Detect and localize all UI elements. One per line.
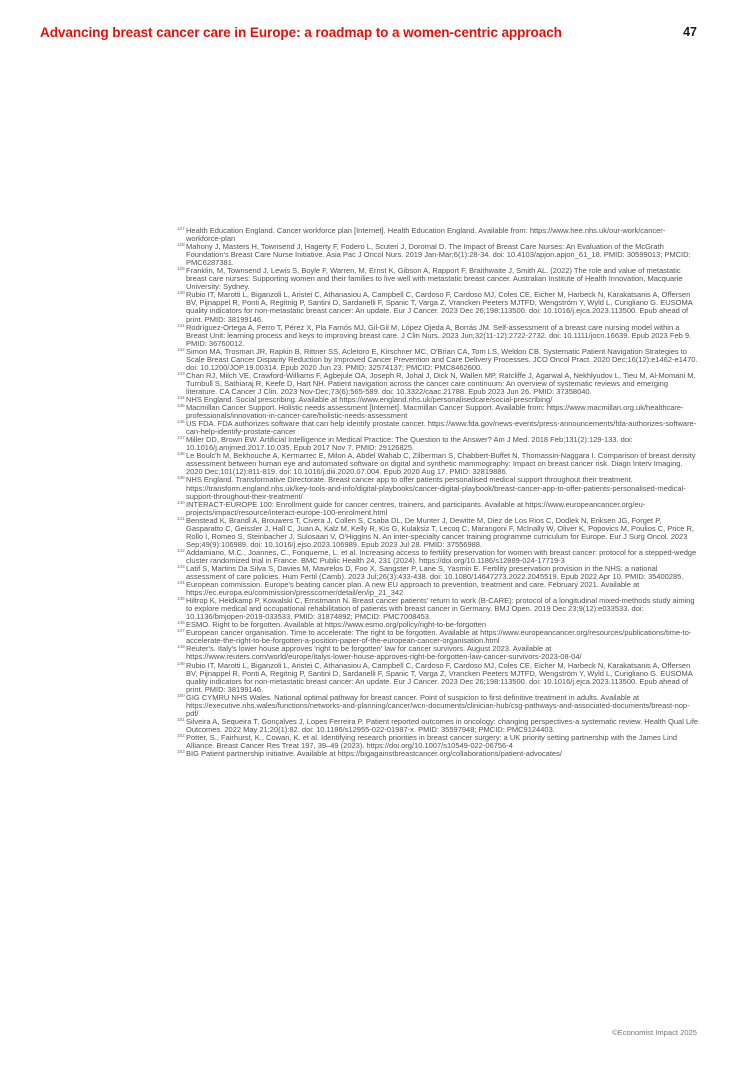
reference-list [177,227,699,758]
reference-item [177,750,699,758]
reference-text: Macmillan Cancer Support. Holistic needs assessment [Internet]. Macmillan Cancer Support. Available from: https://www.macmillan.org.uk/healthcare-professionals/innovation-in-cancer-care/holistic-needs-assessment [186,403,684,421]
reference-number: 148 [177,644,185,650]
reference-item [177,372,699,396]
reference-text: Latif S, Martins Da Silva S, Davies M, Mavrelos D, Foo X, Sangster P, Lane S, Yasmin E. Fertility preservation provision in the NHS: a national assessment of care policies. Hum Fertil (Camb). 2023 Jul;26(3):433-438. doi: 10.1080/14647273.2022.2045519. Epub 2022 Apr 10. PMID: 35400285. [186,563,684,582]
reference-number: 152 [177,732,185,738]
reference-item [177,581,699,597]
reference-text: INTERACT-EUROPE 100: Enrollment guide for cancer centres, trainers, and participants. Available at https://www.europeancancer.org/eu-projects/impact/resource/interact-europe-100-enrolment.html [186,499,646,517]
reference-item [177,645,699,661]
reference-item [177,227,699,243]
reference-text: Rodríguez-Ortega A, Ferro T, Pérez X, Pla Farnós MJ, Gil-Gil M, López Ojeda A, Borrás JM. Self-assessment of a breast care nursing model within a Breast Unit: learning process and keys to improving breast care. J Clin Nurs. 2023 Jun;32(11-12):2722-2732. doi: 10.1111/jocn.16639. Epub 2023 Feb 9. PMID: 36760012. [186,322,692,348]
reference-text: US FDA. FDA authorizes software that can help identify prostate cancer. https://www.fda.gov/news-events/press-announcements/fda-authorizes-software-can-help-identify-prostate-cancer [186,419,697,437]
reference-text: GIG CYMRU NHS Wales. National optimal pathway for breast cancer. Point of suspicion to first definitive treatment in adults. Available at https://executive.nhs.wales/functions/networks-and-planning/cancer/wcn-documents/clinician-hub/csg-pathways-and-associated-documents/breast-nop-pdf/ [186,692,690,718]
reference-number: 138 [177,451,185,457]
reference-item [177,565,699,581]
reference-number: 147 [177,628,185,634]
reference-number: 127 [177,226,185,231]
reference-number: 136 [177,419,185,425]
page-number: 47 [683,25,697,39]
reference-item [177,694,699,718]
reference-text: Franklin, M, Townsend J, Lewis S, Boyle F, Warren, M, Ernst K, Gibson A, Rapport F, Braithwaite J, Smith AL. (2022) The role and value of metastatic breast care nurses: Supporting women and their families to live well with metastatic breast cancer. Australian Institute of Health Innovation, Macquarie University: Sydney. [186,266,683,292]
reference-item [177,267,699,291]
reference-text: Miller DD, Brown EW. Artificial Intelligence in Medical Practice: The Question to the Answer? Am J Med. 2018 Feb;131(2):129-133. doi: 10.1016/j.amjmed.2017.10.035. Epub 2017 Nov 7. PMID: 29126825. [186,435,633,453]
reference-number: 131 [177,322,185,328]
reference-text: Le Boulc'h M, Bekhouche A, Kermarrec E, Milon A, Abdel Wahab C, Zilberman S, Chabbert-Buffet N, Thomassin-Naggara I. Comparison of breast density assessment between human eye and automated software on digital and synthetic mammography: Impact on breast cancer risk. Diagn Interv Imaging. 2020 Dec;101(12):811-819. doi: 10.1016/j.diii.2020.07.004. Epub 2020 Aug 17. PMID: 32819886. [186,451,696,477]
reference-item [177,597,699,621]
reference-number: 143 [177,563,185,569]
reference-number: 144 [177,580,185,586]
reference-number: 150 [177,692,185,698]
page-header [40,22,697,42]
reference-text: Rubio IT, Marotti L, Biganzoli L, Aristei C, Athanasiou A, Campbell C, Cardoso F, Cardoso MJ, Coles CE, Eicher M, Harbeck N, Karakatsanis A, Offersen BV, Pijnappel R, Ponti A, Regitnig P, Santini D, Sardanelli F, Spanic T, Varga Z, Vrancken Peeters MJTFD, Wengström Y, Wyld L, Curigliano G. EUSOMA quality indicators for non-metastatic breast cancer: An update. Eur J Cancer. 2023 Dec 26;198:113500. doi: 10.1016/j.ejca.2023.113500. Epub ahead of print. PMID: 38199146. [186,660,693,694]
reference-item [177,452,699,476]
reference-number: 140 [177,499,185,505]
report-title: Advancing breast cancer care in Europe: a roadmap to a women-centric approach [40,24,562,40]
reference-number: 145 [177,596,185,602]
reference-text: Potter, S., Fairhurst, K., Cowan, K. et al. Identifying research priorities in breast cancer surgery: a UK priority setting partnership with the James Lind Alliance. Breast Cancer Res Treat 197, 39–49 (2023). https://doi.org/10.1007/s10549-022-06756-4 [186,732,678,750]
reference-number: 128 [177,242,185,248]
copyright-footer: ©Economist Impact 2025 [612,1028,697,1037]
reference-item [177,549,699,565]
reference-number: 130 [177,290,185,296]
reference-text: Hiltrop K, Heidkamp P, Kowalski C, Ernstmann N. Breast cancer patients' return to work (B-CARE): protocol of a longitudinal mixed-methods study aiming to explore medical and occupational rehabilitation of patients with breast cancer in Germany. BMJ Open. 2019 Dec 23;9(12):e033533. doi: 10.1136/bmjopen-2019-033533. PMID: 31874892; PMCID: PMC7008453. [186,596,695,622]
reference-number: 139 [177,475,185,481]
reference-number: 146 [177,620,185,626]
reference-text: NHS England. Social prescribing. Available at https://www.england.nhs.uk/personalisedcare/social-prescribing/ [186,394,553,404]
reference-text: Reuter's. Italy's lower house approves 'right to be forgotten' law for cancer survivors. August 2023. Available at https://www.reuters.com/world/europe/italys-lower-house-approves-right-be-forgotten-law-cancer-survivors-2023-08-04/ [186,644,582,662]
reference-text: Rubio IT, Marotti L, Biganzoli L, Aristei C, Athanasiou A, Campbell C, Cardoso F, Cardoso MJ, Coles CE, Eicher M, Harbeck N, Karakatsanis A, Offersen BV, Pijnappel R, Ponti A, Regitnig P, Santini D, Sardanelli F, Spanic T, Varga Z, Vrancken Peeters MJTFD, Wengström Y, Wyld L, Curigliano G. EUSOMA quality indicators for non-metastatic breast cancer: An update. Eur J Cancer. 2023 Dec 26;198:113500. doi: 10.1016/j.ejca.2023.113500. Epub ahead of print. PMID: 38199146. [186,290,693,324]
reference-item [177,501,699,517]
reference-text: Addamiano, M.C., Joannes, C., Fonquerne, L. et al. Increasing access to fertility preservation for women with breast cancer: protocol for a stepped-wedge cluster randomized trial in France. BMC Public Health 24, 231 (2024). https://doi.org/10.1186/s12889-024-17719-3 [186,547,697,565]
reference-item [177,348,699,372]
reference-number: 141 [177,515,185,521]
reference-item [177,718,699,734]
reference-number: 129 [177,266,185,272]
reference-number: 149 [177,660,185,666]
reference-item [177,324,699,348]
reference-item [177,436,699,452]
reference-text: Simon MA, Trosman JR, Rapkin B, Rittner SS, Acletoro E, Kirschner MC, O'Brian CA, Tom LS, Weldon CB. Systematic Patient Navigation Strategies to Scale Breast Cancer Disparity Reduction by Improved Cancer Prevention and Care Delivery Processes. JCO Oncol Pract. 2020 Dec;16(12):e1462-e1470. doi: 10.1200/JOP.19.00314. Epub 2020 Jun 23. PMID: 32574137; PMCID: PMC8462600. [186,346,698,372]
reference-item [177,662,699,694]
reference-text: Mahony J, Masters H, Townsend J, Hagerty F, Fodero L, Scuteri J, Doromal D. The Impact of Breast Care Nurses: An Evaluation of the McGrath Foundation's Breast Care Nurse Initiative. Asia Pac J Oncol Nurs. 2019 Jan-Mar;6(1):28-34. doi: 10.4103/apjon.apjon_61_18. PMID: 30599013; PMCID: PMC6287381. [186,242,691,268]
reference-text: BIG Patient partnership initiative. Available at https://bigagainstbreastcancer.org/collaborations/patient-advocates/ [186,749,562,759]
reference-number: 137 [177,435,185,441]
reference-item [177,420,699,436]
reference-item [177,243,699,267]
reference-item [177,629,699,645]
reference-number: 132 [177,346,185,352]
reference-item [177,404,699,420]
reference-text: Benstead K, Brandl A, Brouwers T, Civera J, Collen S, Csaba DL, De Munter J, Dewitte M, Diez de Los Rios C, Dodlek N, Eriksen JG, Forget P, Gasparatto C, Geissler J, Hall C, Juan A, Kalz M, Kelly R, Kis G, Kulaksiz T, Lecoq C, Marangoni F, McInally W, Oliver K, Popovics M, Poulios C, Price R, Rollo I, Romeo S, Steinbacher J, Sulosaari V, O'Higgins N. An inter-specialty cancer training programme curriculum for Europe. Eur J Surg Oncol. 2023 Sep;49(9):106989. doi: 10.1016/j.ejso.2023.106989. Epub 2023 Jul 28. PMID: 37556988. [186,515,694,549]
reference-text: European commission. Europe's beating cancer plan. A new EU approach to prevention, treatment and care. February 2021. Available at https://ec.europa.eu/commission/presscorner/detail/en/ip_21_342 [186,580,640,598]
reference-text: ESMO. Right to be forgotten. Available at https://www.esmo.org/policy/right-to-be-forgotten [186,620,487,630]
reference-item [177,517,699,549]
reference-item [177,291,699,323]
reference-number: 153 [177,749,185,755]
reference-text: NHS England. Transformative Directorate. Breast cancer app to offer patients personalised medical support throughout their treatment. https://transform.england.nhs.uk/key-tools-and-info/digital-playbooks/cancer-digital-playbook/breast-cancer-app-to-offer-patients-personalised-medical-support-throughout-their-treatment/ [186,475,686,501]
reference-text: Silveira A, Sequeira T, Gonçalves J, Lopes Ferreira P. Patient reported outcomes in oncology: changing perspectives-a systematic review. Health Qual Life Outcomes. 2022 May 21;20(1):82. doi: 10.1186/s12955-022-01987-x. PMID: 35597948; PMCID: PMC9124403. [186,716,699,734]
reference-number: 134 [177,394,185,400]
reference-number: 135 [177,403,185,409]
reference-item [177,476,699,500]
reference-number: 151 [177,716,185,722]
reference-text: Chan RJ, Milch VE, Crawford-Williams F, Agbejule OA, Joseph R, Johal J, Dick N, Wallen MP, Ratcliffe J, Agarwal A, Nekhlyudov L, Tieu M, Al-Momani M, Turnbull S, Sathiaraj R, Keefe D, Hart NH. Patient navigation across the cancer care continuum: An overview of systematic reviews and emerging literature. CA Cancer J Clin. 2023 Nov-Dec;73(6):565-589. doi: 10.3322/caac.21788. Epub 2023 Jun 26. PMID: 37358040. [186,370,696,396]
reference-text: European cancer organisation. Time to accelerate: The right to be forgotten. Available at https://www.europeancancer.org/resources/publications/time-to-accelerate-the-right-to-be-forgotten-a-position-paper-of-the-european-cancer-organisation.html [186,628,692,646]
reference-text: Health Education England. Cancer workforce plan [Internet]. Health Education England. Available from: https://www.hee.nhs.uk/our-work/cancer-workforce-plan [186,226,666,244]
reference-number: 133 [177,370,185,376]
reference-number: 142 [177,547,185,553]
reference-item [177,734,699,750]
